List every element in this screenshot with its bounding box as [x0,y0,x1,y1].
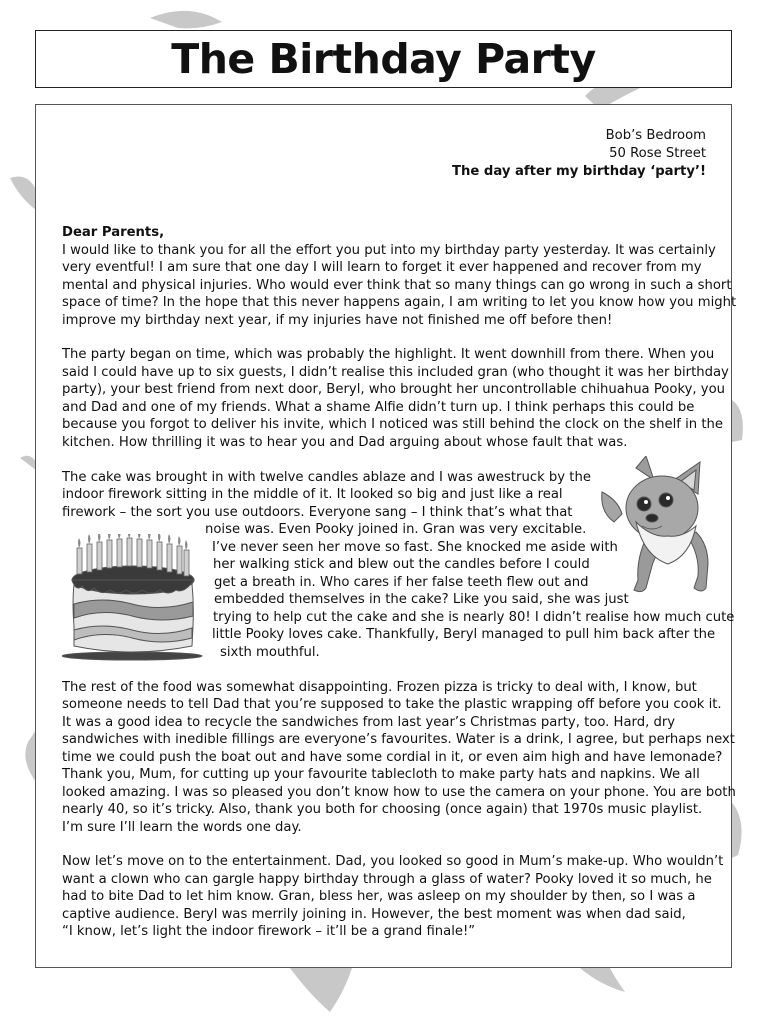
para4-line: The rest of the food was somewhat disappointing. Frozen pizza is tricky to deal with, I know, but [62,680,697,695]
para5-line: had to bite Dad to let him know. Gran, bless her, was asleep on my shoulder by then, so I was a [62,889,696,904]
chihuahua-image [596,456,712,596]
para3-line: little Pooky loves cake. Thankfully, Beryl managed to pull him back after the [212,627,716,642]
para2-line: party), your best friend from next door, Beryl, who brought her uncontrollable chihuahua Pooky, you [62,382,726,397]
address-date-line: The day after my birthday ‘party’! [451,164,706,179]
para4-line: sandwiches with inedible fillings are everyone’s favourites. Water is a drink, I agree, but perhaps next [62,732,735,747]
para1-line: space of time? In the hope that this never happens again, I am writing to let you know how you might [62,295,737,310]
para1-line: very eventful! I am sure that one day I will learn to forget it ever happened and recover from my [62,260,702,275]
para1-line: improve my birthday next year, if my injuries have not finished me off before then! [62,313,613,328]
para3-line: embedded themselves in the cake? Like you said, she was just [214,592,629,607]
para3-line: trying to help cut the cake and she is nearly 80! I didn’t realise how much cute [213,610,735,625]
para2-line: said I could have up to six guests, I didn’t realise this included gran (who thought it was her birthday [62,365,729,380]
para5-line: “I know, let’s light the indoor firework – it’ll be a grand finale!” [62,924,476,939]
para4-line: I’m sure I’ll learn the words one day. [62,820,302,835]
para3-line: indoor firework sitting in the middle of it. It looked so big and just like a real [62,487,563,502]
para3-line: The cake was brought in with twelve candles ablaze and I was awestruck by the [62,470,591,485]
para2-line: The party began on time, which was probably the highlight. It went downhill from there. When you [62,347,715,362]
para5-line: captive audience. Beryl was merrily joining in. However, the best moment was when dad said, [62,907,686,922]
para3-line: sixth mouthful. [220,645,320,660]
para4-line: someone needs to tell Dad that you’re supposed to take the plastic wrapping off before you cook it. [62,697,722,712]
para4-line: It was a good idea to recycle the sandwiches from last year’s Christmas party, too. Hard, dry [62,715,676,730]
para3-line: noise was. Even Pooky joined in. Gran was very excitable. [205,522,587,537]
para4-line: Thank you, Mum, for cutting up your favourite tablecloth to make party hats and napkins. We all [62,767,700,782]
para3-line: I’ve never seen her move so fast. She knocked me aside with [212,540,618,555]
para3-line: firework – the sort you use outdoors. Everyone sang – I think that’s what that [62,505,573,520]
para3-line: her walking stick and blew out the candles before I could [213,557,590,572]
birthday-cake-image [62,534,204,662]
para2-line: kitchen. How thrilling it was to hear you and Dad arguing about whose fault that was. [62,435,628,450]
greeting: Dear Parents, [62,225,165,240]
page-title: The Birthday Party [171,35,596,83]
para2-line: and Dad and one of my friends. What a shame Alfie didn’t turn up. I think perhaps this could be [62,400,695,415]
address-line-1: Bob’s Bedroom [605,128,706,143]
para2-line: because you forgot to deliver his invite, which I noticed was still behind the clock on the shelf in the [62,417,723,432]
para4-line: nearly 40, so it’s tricky. Also, thank you both for choosing (once again) that 1970s music playlist. [62,802,703,817]
para1-line: I would like to thank you for all the effort you put into my birthday party yesterday. It was certainly [62,243,716,258]
address-line-2: 50 Rose Street [609,146,706,161]
para5-line: Now let’s move on to the entertainment. Dad, you looked so good in Mum’s make-up. Who wouldn’t [62,854,724,869]
para3-line: get a breath in. Who cares if her false teeth flew out and [214,575,589,590]
para4-line: time we could push the boat out and have some cordial in it, or even aim high and have lemonade? [62,750,723,765]
para1-line: mental and physical injuries. Who would ever think that so many things can go wrong in such a short [62,278,732,293]
para5-line: want a clown who can gargle happy birthday through a glass of water? Pooky loved it so much, he [62,872,712,887]
para4-line: looked amazing. I was so pleased you don’t know how to use the camera on your phone. You are both [62,785,736,800]
